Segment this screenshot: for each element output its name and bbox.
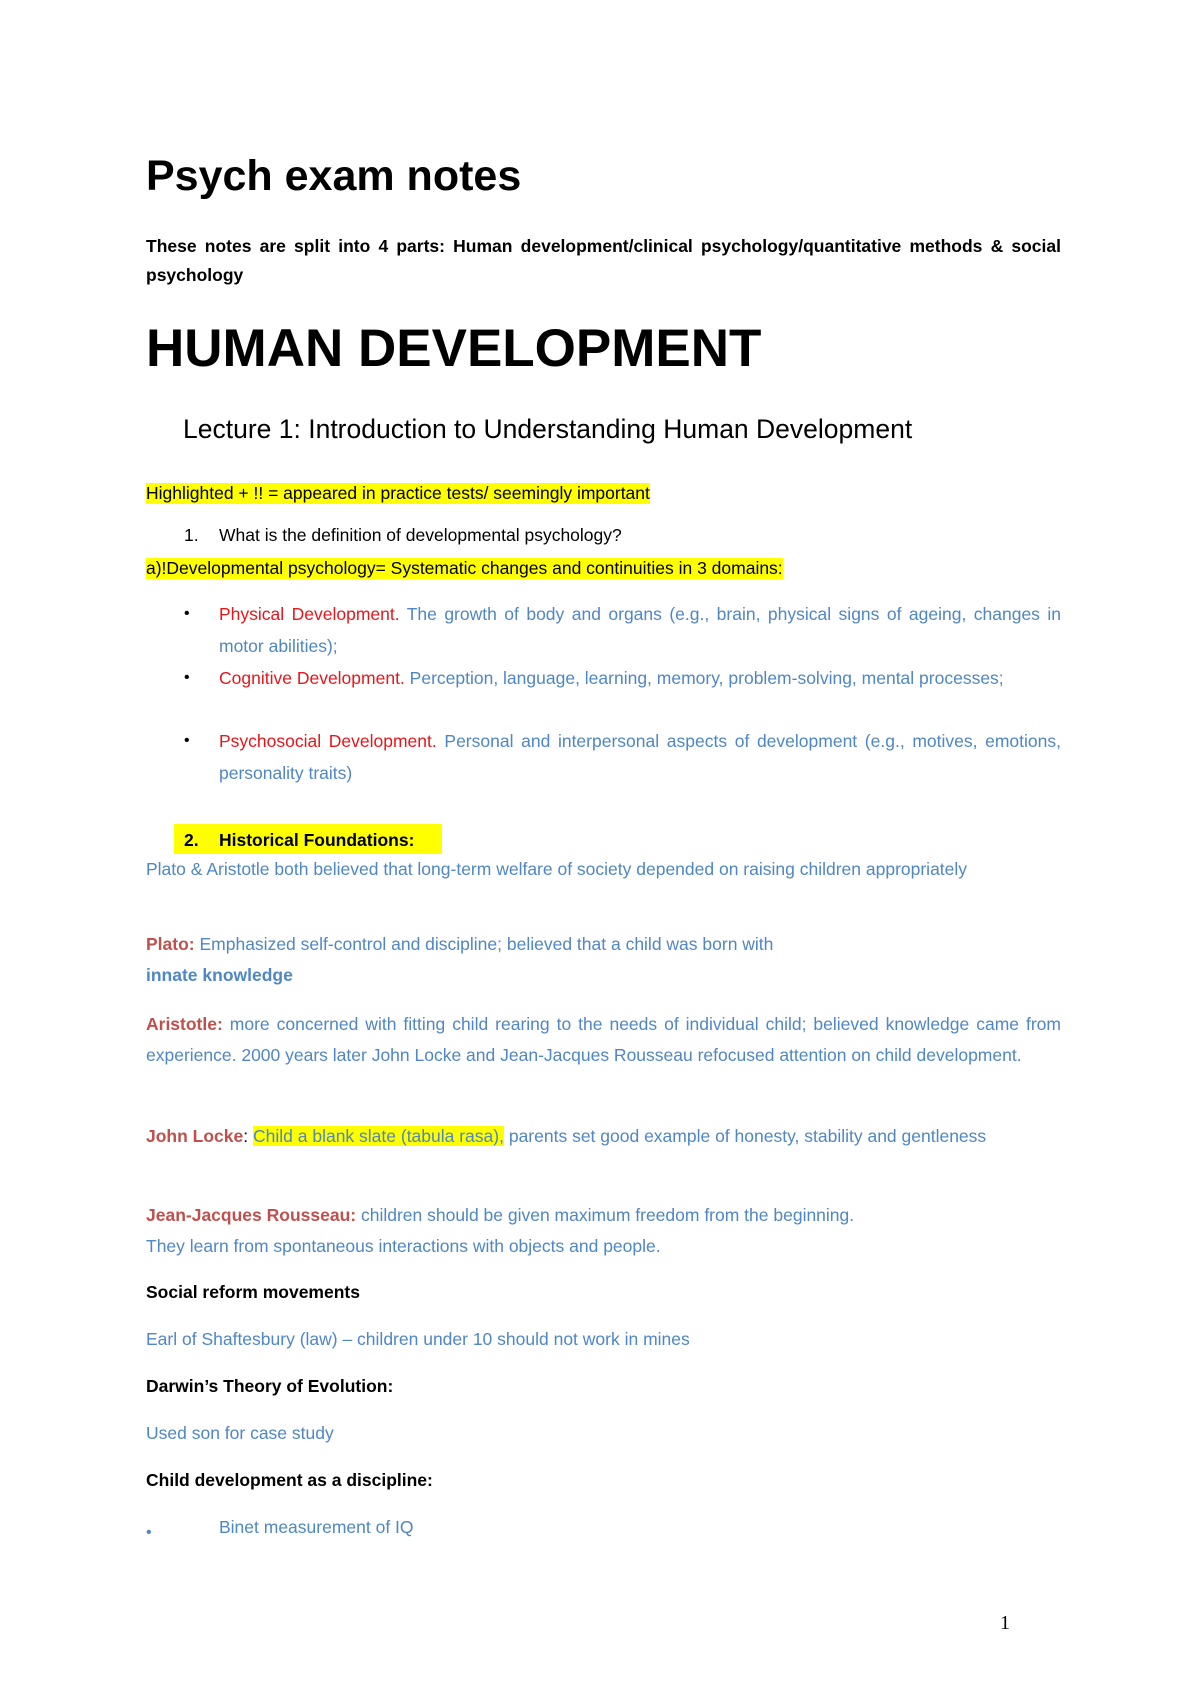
domain-term: Physical Development. [219,604,400,624]
domain-description: Perception, language, learning, memory, problem-solving, mental processes; [404,668,1004,688]
domain-description: Personal and interpersonal aspects of development (e.g., motives, emotions, personality traits) [219,731,1061,783]
aristotle-paragraph [146,1009,1061,1071]
domain-item [219,725,1061,789]
highlight-legend: Highlighted + !! = appeared in practice tests/ seemingly important [146,483,650,503]
highlighted-phrase: Child a blank slate (tabula rasa), [253,1126,504,1146]
domain-item [219,662,1061,694]
darwin-text: Used son for case study [146,1423,334,1443]
document-title: Psych exam notes [146,152,522,200]
answer-definition: a)!Developmental psychology= Systematic changes and continuities in 3 domains: [146,558,783,578]
philosopher-text: children should be given maximum freedom from the beginning. [356,1205,855,1225]
philosopher-text: Emphasized self-control and discipline; believed that a child was born with [194,934,774,954]
child-development-heading: Child development as a discipline: [146,1470,433,1490]
domain-term: Cognitive Development. [219,668,405,688]
social-reform-text: Earl of Shaftesbury (law) – children under 10 should not work in mines [146,1329,690,1349]
question-number: 2. [184,830,199,850]
philosophers-paragraph: Plato & Aristotle both believed that long-term welfare of society depended on raising children appropriately [146,859,968,879]
philosopher-text-continued: They learn from spontaneous interactions with objects and people. [146,1236,661,1256]
philosopher-name: Jean-Jacques Rousseau: [146,1205,357,1225]
bullet-icon: • [146,1524,152,1541]
lecture-title: Lecture 1: Introduction to Understanding Human Development [183,414,913,444]
philosopher-text: more concerned with fitting child rearing to the needs of individual child; believed knowledge came from experience. 2000 years later John Locke and Jean-Jacques Rousseau refocused attention on child development. [146,1014,1061,1065]
section-title: HUMAN DEVELOPMENT [146,319,762,378]
page-number: 1 [1000,1612,1010,1634]
question-text: What is the definition of developmental psychology? [219,525,622,545]
domain-description: The growth of body and organs (e.g., brain, physical signs of ageing, changes in motor abilities); [219,604,1061,656]
philosopher-text: parents set good example of honesty, stability and gentleness [503,1126,987,1146]
question-text: Historical Foundations: [219,830,415,850]
intro-paragraph: These notes are split into 4 parts: Human development/clinical psychology/quantitative methods & social psychology [146,236,1061,285]
darwin-heading: Darwin’s Theory of Evolution: [146,1376,394,1396]
rousseau-paragraph [146,1200,1061,1262]
domain-term: Psychosocial Development. [219,731,437,751]
philosopher-name: Plato: [146,934,195,954]
colon: : [243,1126,249,1146]
social-reform-heading: Social reform movements [146,1282,360,1302]
locke-paragraph [146,1121,1061,1152]
bullet-icon: • [184,732,190,749]
key-term: innate knowledge [146,965,293,985]
philosopher-name: Aristotle: [146,1014,223,1034]
domain-item [219,598,1061,662]
question-number: 1. [184,525,199,545]
bullet-icon: • [184,669,190,686]
plato-paragraph [146,929,1061,991]
philosopher-name: John Locke [146,1126,244,1146]
bullet-icon: • [184,605,190,622]
list-item: Binet measurement of IQ [219,1517,414,1537]
